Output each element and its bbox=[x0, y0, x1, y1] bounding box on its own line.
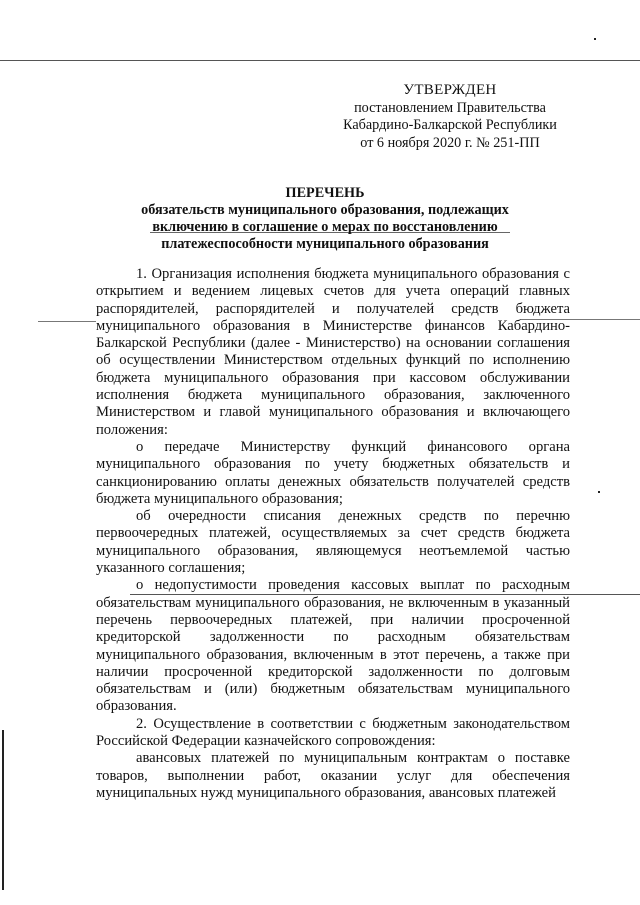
paragraph-1: 1. Организация исполнения бюджета муниципального образования с открытием и ведением лицевых счетов для учета операций главных распорядителей, распорядителей и получателей средств бюджета муниципального образования в Министерстве финансов Кабардино-Балкарской Республики (далее - Министерство) на основании соглашения об осуществлении Министерством отдельных функций по исполнению бюджета муниципального образования при кассовом обслуживании исполнения бюджета муниципального образования, заключенного Министерством и главой муниципального образования и включающего положения: bbox=[96, 266, 570, 438]
heading-title: ПЕРЕЧЕНЬ bbox=[285, 185, 365, 201]
approval-line-2: Кабардино-Балкарской Республики bbox=[343, 117, 557, 133]
approval-line-1: постановлением Правительства bbox=[354, 99, 546, 116]
scan-line-top bbox=[0, 60, 640, 61]
paragraph-item-transfer: о передаче Министерству функций финансового органа муниципального образования по учету бюджетных обязательств и санкционированию оплаты денежных обязательств получателей средств бюджета муниципального образования; bbox=[96, 438, 570, 507]
scan-edge-mark bbox=[2, 730, 4, 890]
approval-line-3: от 6 ноября 2020 г. № 251-ПП bbox=[360, 134, 540, 151]
document-body bbox=[96, 266, 570, 802]
approval-block bbox=[330, 82, 570, 152]
scan-line-left-fragment bbox=[38, 321, 96, 322]
paragraph-item-prohibition: о недопустимости проведения кассовых выплат по расходным обязательствам муниципального образования, не включенным в указанный перечень первоочередных платежей, при наличии просроченной кредиторской задолженности по расходным обязательствам муниципального образования, включенным в этот перечень, а также при наличии просроченной кредиторской задолженности по долговым обязательствам и (или) бюджетным обязательствам муниципального образования. bbox=[96, 577, 570, 715]
approval-title: УТВЕРЖДЕН bbox=[403, 82, 497, 98]
scan-dot-top-right bbox=[594, 38, 596, 40]
document-heading bbox=[110, 185, 540, 253]
paragraph-item-advance: авансовых платежей по муниципальным контрактам о поставке товаров, выполнении работ, оказании услуг для обеспечения муниципальных нужд муниципального образования, авансовых платежей bbox=[96, 750, 570, 801]
heading-subtitle: обязательств муниципального образования, подлежащих включению в соглашение о мерах по восстановлению платежеспособности муниципального образования bbox=[141, 202, 509, 252]
paragraph-item-order: об очередности списания денежных средств по перечню первоочередных платежей, осуществляемых за счет средств бюджета муниципального образования, являющемуся неотъемлемой частью указанного соглашения; bbox=[96, 508, 570, 577]
scan-dot-right bbox=[598, 491, 600, 493]
paragraph-2: 2. Осуществление в соответствии с бюджетным законодательством Российской Федерации казначейского сопровождения: bbox=[96, 715, 570, 750]
